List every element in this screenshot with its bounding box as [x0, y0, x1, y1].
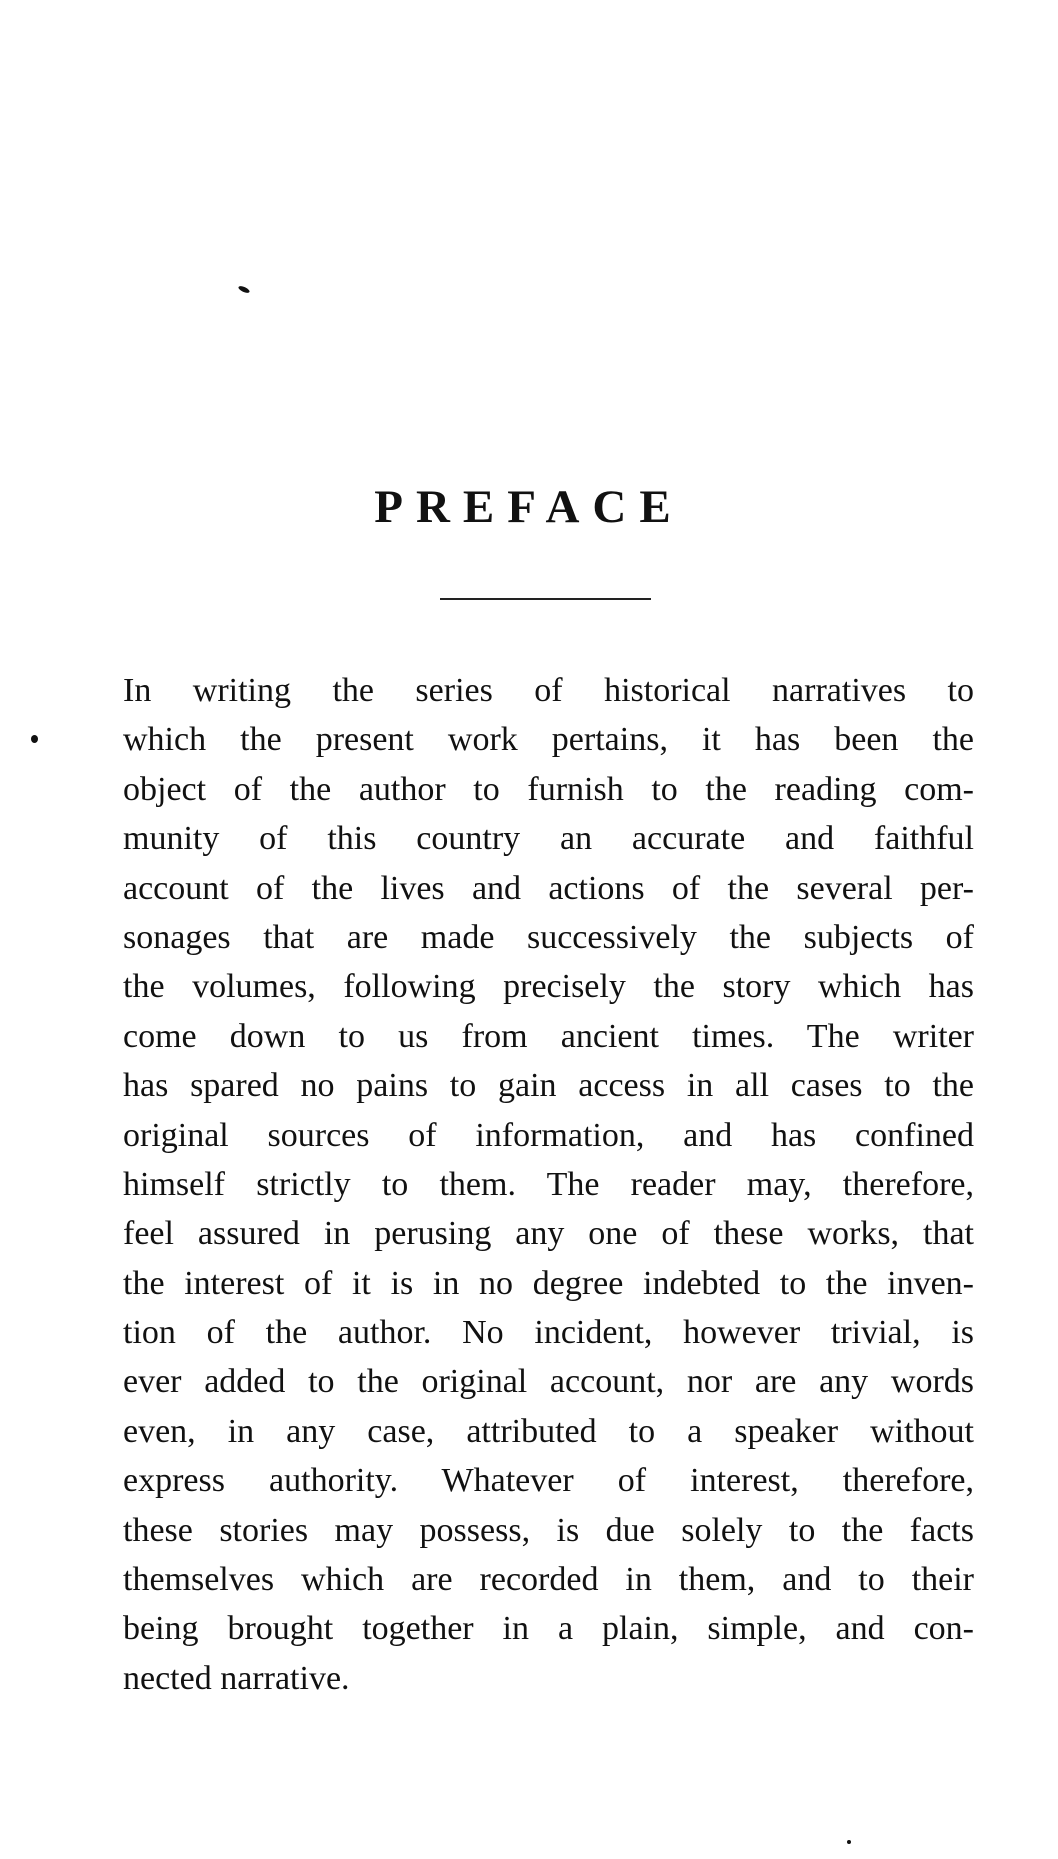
paragraph-line: has spared no pains to gain access in all cases to the: [123, 1067, 974, 1105]
paragraph-line: ever added to the original account, nor are any words: [123, 1363, 974, 1401]
paragraph-line: the interest of it is in no degree indebted to the inven-: [123, 1264, 974, 1302]
paragraph-line: sonages that are made successively the subjects of: [123, 918, 974, 956]
title-rule: [440, 598, 651, 600]
paragraph-line: object of the author to furnish to the reading com-: [123, 770, 974, 808]
paragraph-line: these stories may possess, is due solely to the facts: [123, 1511, 974, 1549]
paragraph-line: express authority. Whatever of interest, therefore,: [123, 1462, 974, 1500]
paragraph-line: original sources of information, and has confined: [123, 1116, 974, 1154]
ink-speck: [238, 285, 251, 295]
preface-paragraph: [123, 666, 974, 1703]
paragraph-line: which the present work pertains, it has been the: [123, 721, 974, 759]
page-title: PREFACE: [374, 481, 684, 533]
paragraph-line: feel assured in perusing any one of these works, that: [123, 1215, 974, 1253]
ink-speck: [847, 1840, 851, 1844]
paragraph-line: themselves which are recorded in them, and to their: [123, 1561, 974, 1599]
paragraph-line: account of the lives and actions of the several per-: [123, 869, 974, 907]
paragraph-line: tion of the author. No incident, however trivial, is: [123, 1314, 974, 1352]
ink-speck: [31, 735, 38, 743]
paragraph-line: himself strictly to them. The reader may, therefore,: [123, 1165, 974, 1203]
paragraph-line: even, in any case, attributed to a speaker without: [123, 1412, 974, 1450]
paragraph-line: In writing the series of historical narratives to: [123, 672, 974, 709]
paragraph-line: munity of this country an accurate and faithful: [123, 820, 974, 858]
paragraph-line: nected narrative.: [123, 1659, 350, 1697]
paragraph-line: come down to us from ancient times. The writer: [123, 1017, 974, 1055]
paragraph-line: being brought together in a plain, simple, and con-: [123, 1610, 974, 1648]
paragraph-line: the volumes, following precisely the story which has: [123, 968, 974, 1006]
